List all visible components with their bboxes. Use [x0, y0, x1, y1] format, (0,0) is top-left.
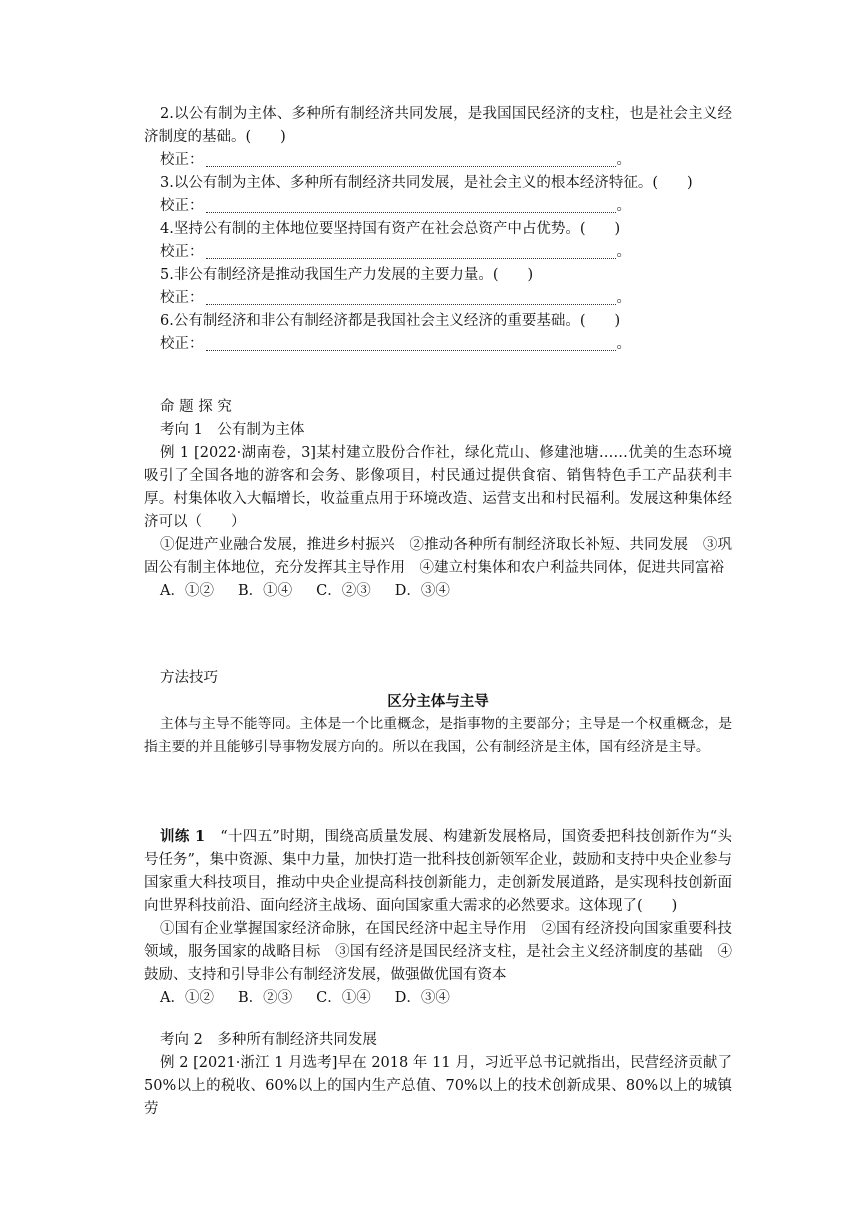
direction-1-title: 考向 1 公有制为主体: [160, 422, 305, 438]
method-label: 方法技巧: [160, 670, 218, 686]
example-1-statements: ①促进产业融合发展，推进乡村振兴 ②推动各种所有制经济取长补短、共同发展 ③巩固公有制主体地位，充分发挥其主导作用 ④建立村集体和农户利益共同体，促进共同富裕: [144, 537, 732, 576]
option-d[interactable]: D．③④: [394, 990, 450, 1006]
answer-blank[interactable]: [206, 198, 616, 213]
direction-2-title: 考向 2 多种所有制经济共同发展: [160, 1032, 377, 1048]
answer-blank[interactable]: [206, 244, 616, 259]
judgment-section: [144, 103, 732, 356]
correction-line: 校正： 。: [160, 290, 631, 306]
answer-blank[interactable]: [206, 336, 616, 351]
option-a[interactable]: A．①②: [160, 990, 214, 1006]
correction-line: 校正： 。: [160, 198, 631, 214]
section-title: 命 题 探 究: [160, 399, 232, 415]
training-1-options: [144, 987, 732, 1010]
example-1-options: [144, 580, 732, 603]
option-c[interactable]: C．①④: [316, 990, 371, 1006]
judgment-item-4: 4.坚持公有制的主体地位要坚持国有资产在社会总资产中占优势。( ): [160, 221, 621, 237]
method-title: 区分主体与主导: [387, 693, 489, 710]
correction-line: 校正： 。: [160, 244, 631, 260]
option-b[interactable]: B．①④: [237, 583, 293, 599]
exploration-section: [144, 396, 732, 603]
correction-line: 校正： 。: [160, 336, 631, 352]
judgment-item-6: 6.公有制经济和非公有制经济都是我国社会主义经济的重要基础。( ): [160, 313, 621, 329]
training-1-section: [144, 825, 732, 1010]
correction-line: 校正： 。: [160, 152, 631, 168]
option-a[interactable]: A．①②: [160, 583, 214, 599]
answer-blank[interactable]: [206, 152, 616, 167]
judgment-item-3: 3.以公有制为主体、多种所有制经济共同发展，是社会主义的根本经济特征。( ): [160, 175, 693, 191]
answer-blank[interactable]: [206, 290, 616, 305]
method-tip-section: [144, 667, 732, 759]
option-c[interactable]: C．②③: [316, 583, 371, 599]
example-1-stem: 例 1 [2022·湖南卷，3]某村建立股份合作社，绿化荒山、修建池塘……优美的生态环境吸引了全国各地的游客和会务、影像项目，村民通过提供食宿、销售特色手工产品获利丰厚。村集体收入大幅增长，收益重点用于环境改造、运营支出和村民福利。发展这种集体经济可以（ ）: [144, 445, 732, 530]
judgment-item-2: 2.以公有制为主体、多种所有制经济共同发展，是我国国民经济的支柱，也是社会主义经济制度的基础。( ): [144, 106, 732, 145]
direction-2-section: [144, 1029, 732, 1121]
option-b[interactable]: B．②③: [237, 990, 293, 1006]
training-1-statements: ①国有企业掌握国家经济命脉，在国民经济中起主导作用 ②国有经济投向国家重要科技领域，服务国家的战略目标 ③国有经济是国民经济支柱，是社会主义经济制度的基础 ④鼓励、支持和引导非公有制经济发展，做强做优国有资本: [144, 921, 732, 983]
judgment-item-5: 5.非公有制经济是推动我国生产力发展的主要力量。( ): [160, 267, 534, 283]
example-2-stem: 例 2 [2021·浙江 1 月选考]早在 2018 年 11 月，习近平总书记就指出，民营经济贡献了 50%以上的税收、60%以上的国内生产总值、70%以上的技术创新成果、80%以上的城镇劳: [144, 1055, 732, 1117]
training-1-stem: 训练 1 “十四五”时期，围绕高质量发展、构建新发展格局，国资委把科技创新作为“头号任务”，集中资源、集中力量，加快打造一批科技创新领军企业，鼓励和支持中央企业参与国家重大科技项目，推动中央企业提高科技创新能力，走创新发展道路，是实现科技创新面向世界科技前沿、面向经济主战场、面向国家重大需求的必然要求。这体现了( ): [144, 828, 733, 914]
option-d[interactable]: D．③④: [394, 583, 450, 599]
method-text: 主体与主导不能等同。主体是一个比重概念，是指事物的主要部分；主导是一个权重概念，是指主要的并且能够引导事物发展方向的。所以在我国，公有制经济是主体，国有经济是主导。: [144, 716, 732, 755]
